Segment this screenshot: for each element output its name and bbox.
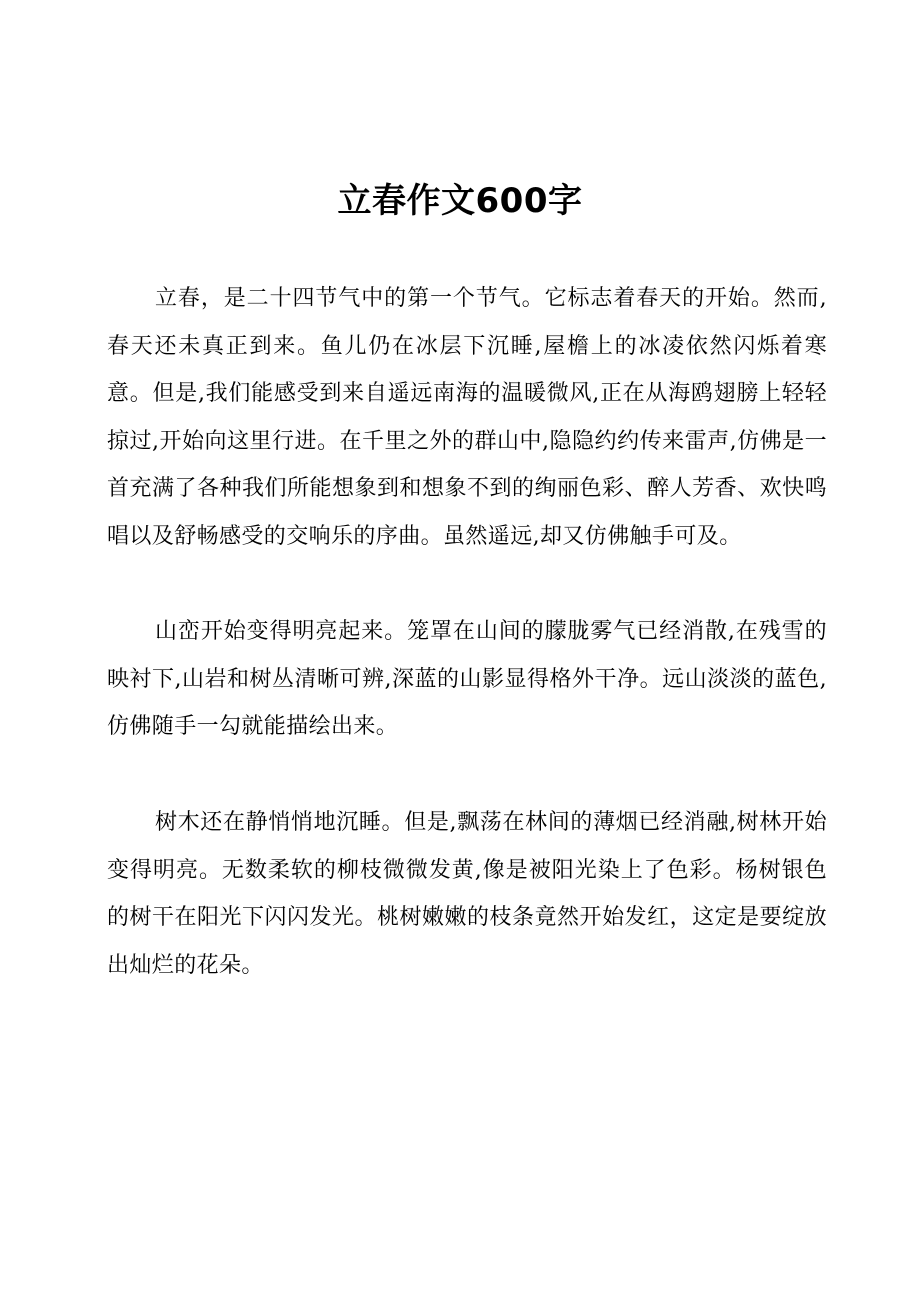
paragraph-2: 山峦开始变得明亮起来。笼罩在山间的朦胧雾气已经消散,在残雪的映衬下,山岩和树丛清晰可辨,深蓝的山影显得格外干净。远山淡淡的蓝色,仿佛随手一勾就能描绘出来。 <box>107 619 827 739</box>
paragraph-3: 树木还在静悄悄地沉睡。但是,飘荡在林间的薄烟已经消融,树林开始变得明亮。无数柔软的柳枝微微发黄,像是被阳光染上了色彩。杨树银色的树干在阳光下闪闪发光。桃树嫩嫩的枝条竟然开始发红，这定是要绽放出灿烂的花朵。 <box>107 810 827 978</box>
paragraph-1: 立春，是二十四节气中的第一个节气。它标志着春天的开始。然而,春天还未真正到来。鱼儿仍在冰层下沉睡,屋檐上的冰凌依然闪烁着寒意。但是,我们能感受到来自遥远南海的温暖微风,正在从海鸥翅膀上轻轻掠过,开始向这里行进。在千里之外的群山中,隐隐约约传来雷声,仿佛是一首充满了各种我们所能想象到和想象不到的绚丽色彩、醉人芳香、欢快鸣唱以及舒畅感受的交响乐的序曲。虽然遥远,却又仿佛触手可及。 <box>107 286 827 549</box>
page-title: 立春作文600字 <box>337 181 583 221</box>
